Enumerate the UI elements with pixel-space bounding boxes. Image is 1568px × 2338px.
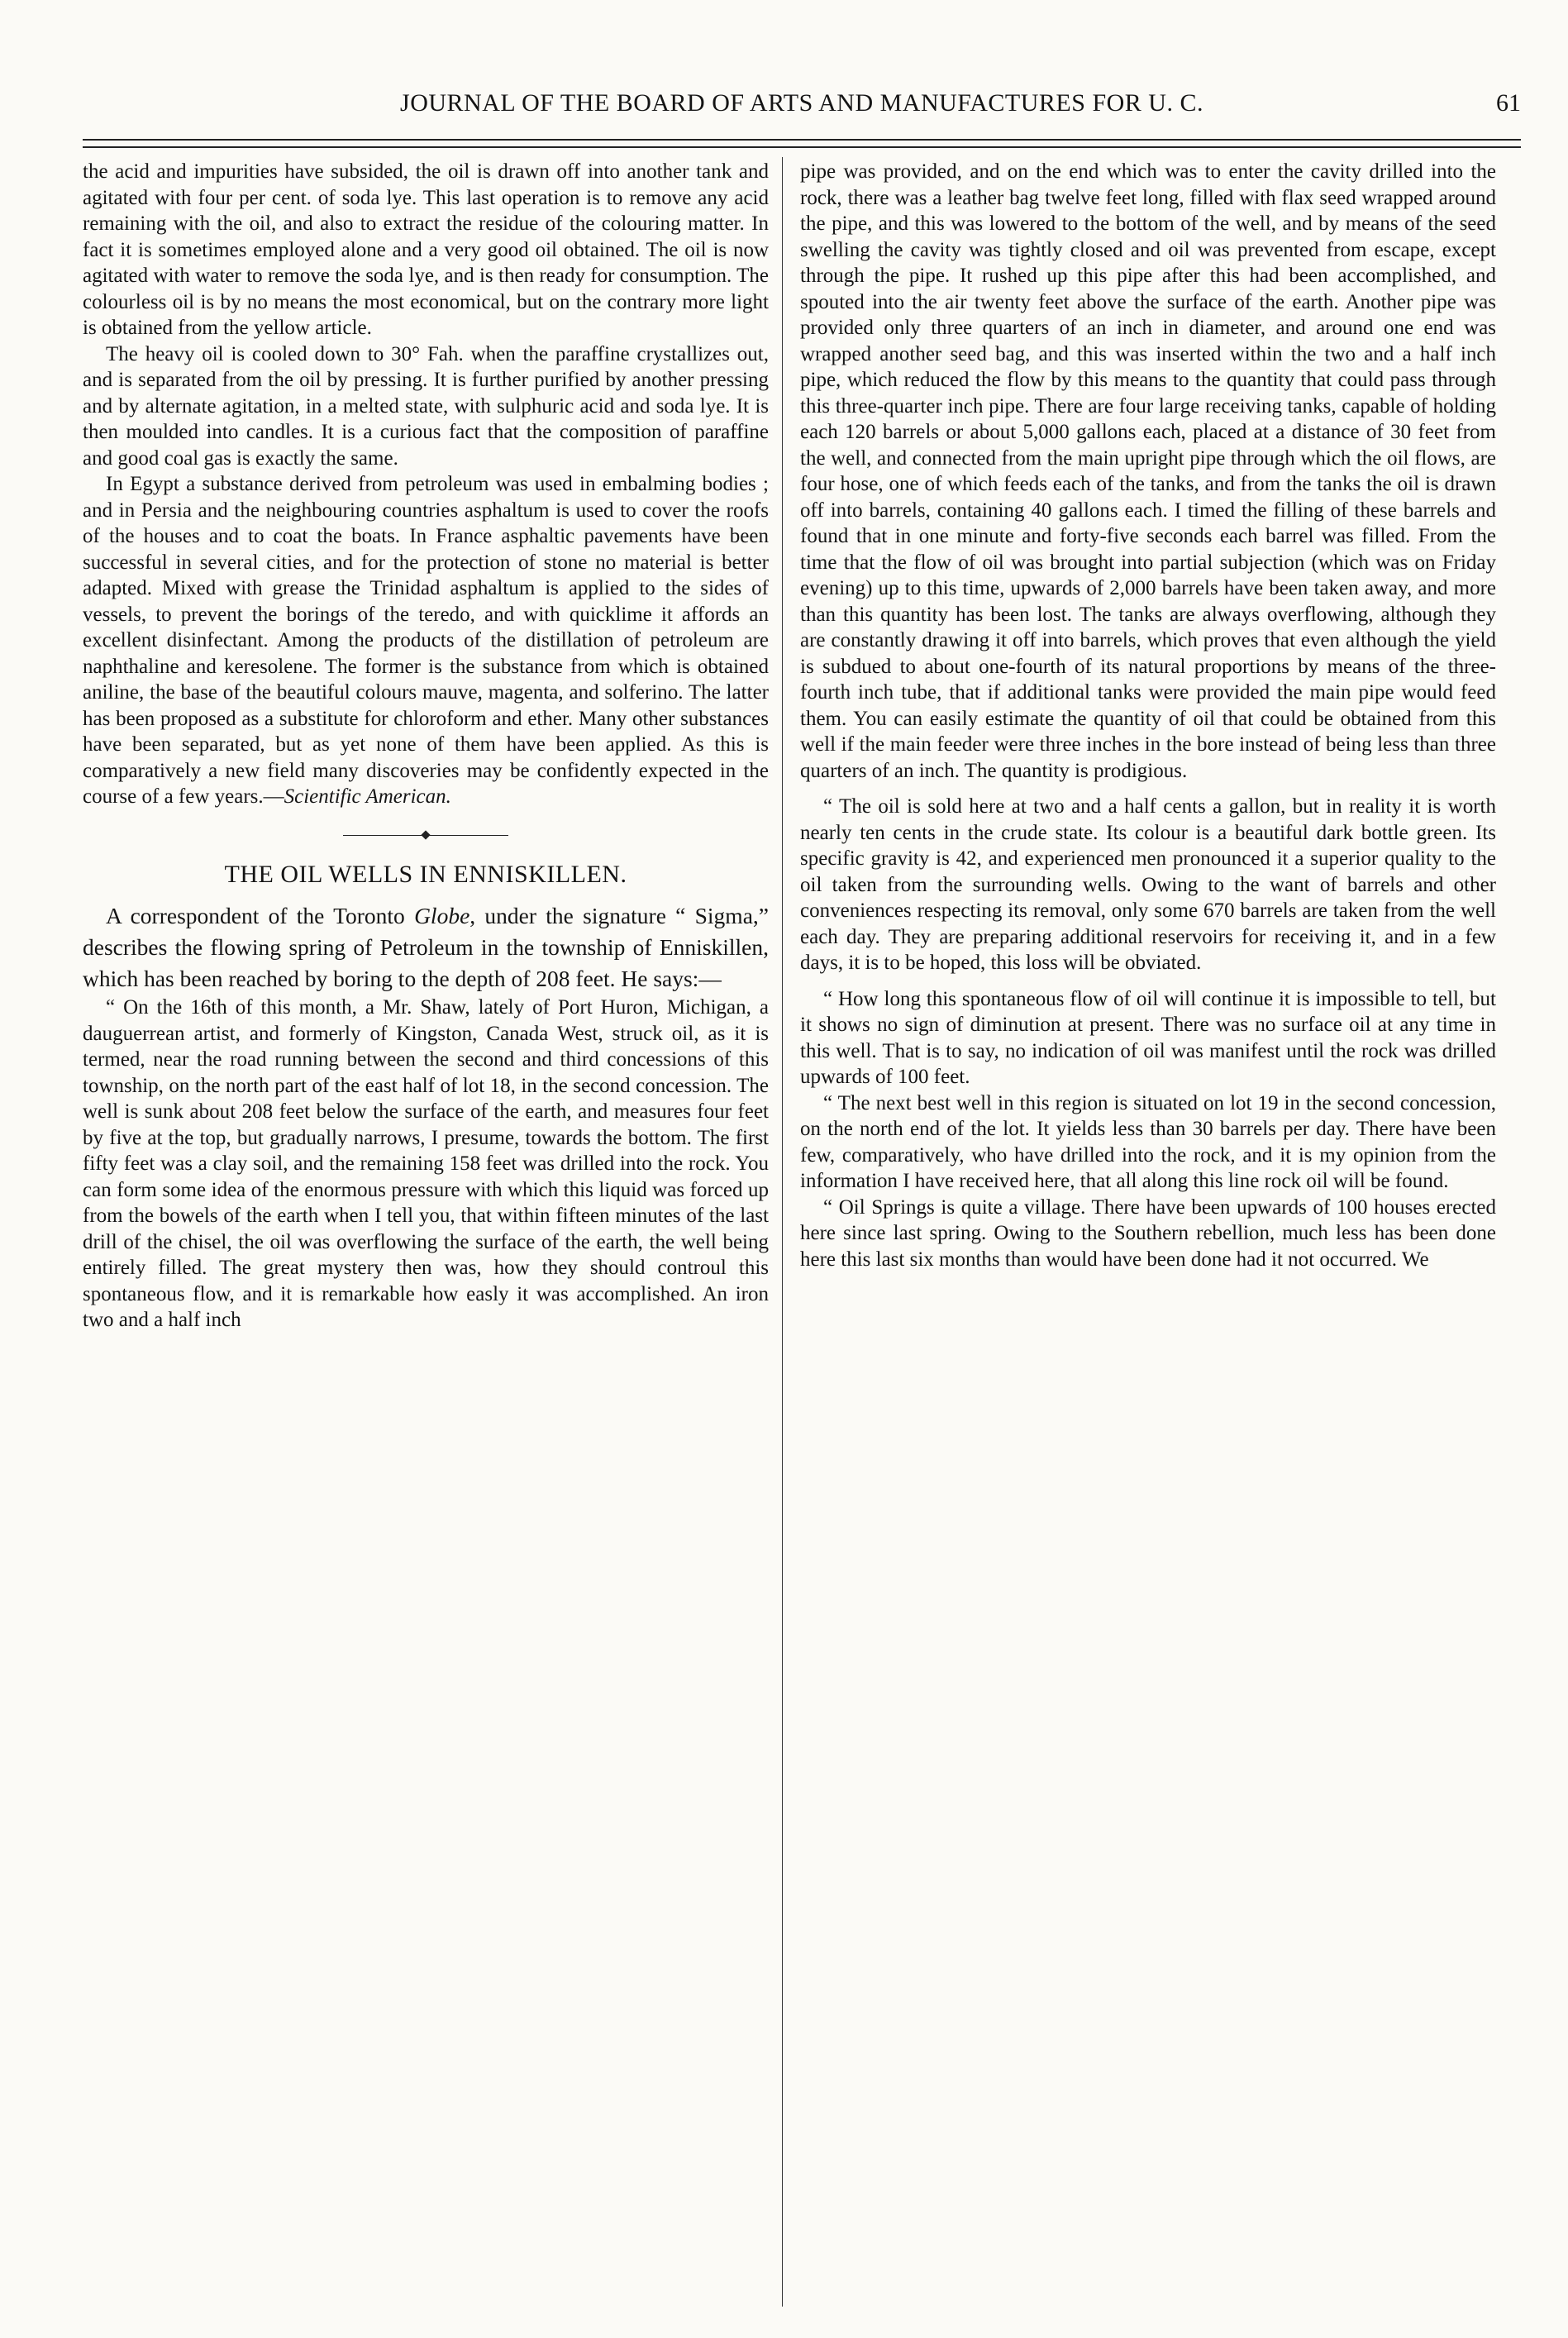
paragraph-asphaltum [83,471,769,810]
journal-title: JOURNAL OF THE BOARD OF ARTS AND MANUFACTURES FOR U. C. [400,89,1203,117]
left-column [83,159,769,2308]
paragraph-pipe: pipe was provided, and on the end which was to enter the cavity drilled into the rock, there was a leather bag twelve feet long, filled with flax seed wrapped around the pipe, and this was lowered to the bottom of the well, and by means of the seed swelling the cavity was tightly closed and oil was prevented from escape, except through the pipe. It rushed up this pipe after this had been accomplished, and spouted into the air twenty feet above the surface of the earth. Another pipe was provided only three quarters of an inch in diameter, and around one end was wrapped another seed bag, and this was inserted within the two and a half inch pipe, which reduced the flow by this means to the quantity that could pass through this three-quarter inch pipe. There are four large receiving tanks, capable of holding each 120 barrels or about 5,000 gallons each, placed at a distance of 30 feet from the well, and connected from the main upright pipe through which the oil flows, are four hose, one of which feeds each of the tanks, and from the tanks the oil is drawn off into barrels, containing 40 gallons each. I timed the filling of these barrels and found that in one minute and forty-five seconds each barrel was filled. From the time that the flow of oil was brought into partial subjection (which was on Friday evening) up to this time, upwards of 2,000 barrels have been taken away, and more than this quantity has been lost. The tanks are always overflowing, although they are constantly drawing it off into barrels, which proves that even although the yield is subdued to about one-fourth of its natural proportions by means of the three-fourth inch tube, that if additional tanks were provided the main pipe would feed them. You can easily estimate the quantity of oil that could be obtained from this well if the main feeder were three inches in the bore instead of being less than three quarters of an inch. The quantity is prodigious. [800,160,1496,782]
header-double-rule [83,139,1521,148]
paragraph-refining: the acid and impurities have subsided, the oil is drawn off into another tank and agitated with four per cent. of soda lye. This last operation is to remove any acid remaining with the oil, and also to extract the residue of the colouring matter. In fact it is sometimes employed alone and a very good oil obtained. The oil is now agitated with water to remove the soda lye, and is then ready for consumption. The colourless oil is by no means the most economical, but on the contrary more light is obtained from the yellow article. [83,160,769,339]
column-divider [782,157,783,2307]
paragraph-asphaltum-text: In Egypt a substance derived from petroleum was used in embalming bodies ; and in Persia and the neighbouring countries asphaltum is used to cover the roofs of the houses and to coat the boats. In France asphaltic pavements have been successful in several cities, and for the protection of stone no material is better adapted. Mixed with grease the Trinidad asphaltum is applied to the sides of vessels, to prevent the borings of the teredo, and with quicklime it affords an excellent disinfectant. Among the products of the distillation of petroleum are naphthaline and keresolene. The former is the substance from which is obtained aniline, the base of the beautiful colours mauve, magenta, and solferino. The latter has been proposed as a substitute for chloroform and ether. Many other substances have been separated, but as yet none of them have been applied. As this is comparatively a new field many discoveries may be confidently expected in the course of a few years.— [83,473,769,808]
lead-text-a: A correspondent of the Toronto [106,903,415,928]
running-head [83,89,1521,131]
lead-text-b: , under the signature “ Sigma,” describes the flowing spring of Petroleum in the township of Enniskillen, which has been reached by boring to the depth of 208 feet. He says:— [83,903,769,991]
newspaper-name: Globe [414,903,470,928]
paragraph-next-well: “ The next best well in this region is situated on lot 19 in the second concession, on the north end of the lot. It yields less than 30 barrels per day. There have been few, comparatively, who have drilled into the rock, and it is my opinion from the information I have received here, that all along this line rock oil will be found. [800,1091,1496,1192]
paragraph-oil-springs: “ Oil Springs is quite a village. There have been upwards of 100 houses erected here since last spring. Owing to the Southern rebellion, much less has been done here this last six months than would have been done had it not occurred. We [800,1195,1496,1271]
paragraph-flow-duration: “ How long this spontaneous flow of oil will continue it is impossible to tell, but it shows no sign of diminution at present. There was no surface oil at any time in this well. That is to say, no indication of oil was manifest until the rock was drilled upwards of 100 feet. [800,987,1496,1088]
paragraph-shaw-well: “ On the 16th of this month, a Mr. Shaw, lately of Port Huron, Michigan, a dauguerrean artist, and formerly of Kingston, Canada West, struck oil, as it is termed, near the road running between the second and third concessions of this township, on the north part of the east half of lot 18, in the second concession. The well is sunk about 208 feet below the surface of the earth, and measures four feet by five at the top, but gradually narrows, I presume, towards the bottom. The first fifty feet was a clay soil, and the remaining 158 feet was drilled into the rock. You can form some idea of the enormous pressure with which this liquid was forced up from the bowels of the earth when I tell you, that within fifteen minutes of the last drill of the chisel, the oil was overflowing the surface of the earth, the well being entirely filled. The great mystery then was, how they should controul this spontaneous flow, and it is remarkable how easly it was accomplished. An iron two and a half inch [83,996,769,1331]
paragraph-paraffine: The heavy oil is cooled down to 30° Fah. when the paraffine crystallizes out, and is separated from the oil by pressing. It is further purified by another pressing and by alternate agitation, in a melted state, with sulphuric acid and soda lye. It is then moulded into candles. It is a curious fact that the composition of paraffine and good coal gas is exactly the same. [83,342,769,470]
right-column [800,159,1496,2308]
page-number: 61 [1496,89,1521,117]
diamond-icon [421,830,430,839]
paragraph-oil-price: “ The oil is sold here at two and a half cents a gallon, but in reality it is worth nearly ten cents in the crude state. Its colour is a beautiful dark bottle green. Its specific gravity is 42, and experienced men pronounced it a superior quality to the oil taken from the surrounding wells. Owing to the want of barrels and other conveniences respecting its removal, only some 670 barrels are taken from the well each day. They are preparing additional reservoirs for receiving it, and in a few days, it is to be hoped, this loss will be obviated. [800,795,1496,974]
article-lead [83,900,769,995]
section-ornament [343,832,508,840]
source-credit: Scientific American. [284,785,451,808]
article-title: THE OIL WELLS IN ENNISKILLEN. [224,860,627,888]
